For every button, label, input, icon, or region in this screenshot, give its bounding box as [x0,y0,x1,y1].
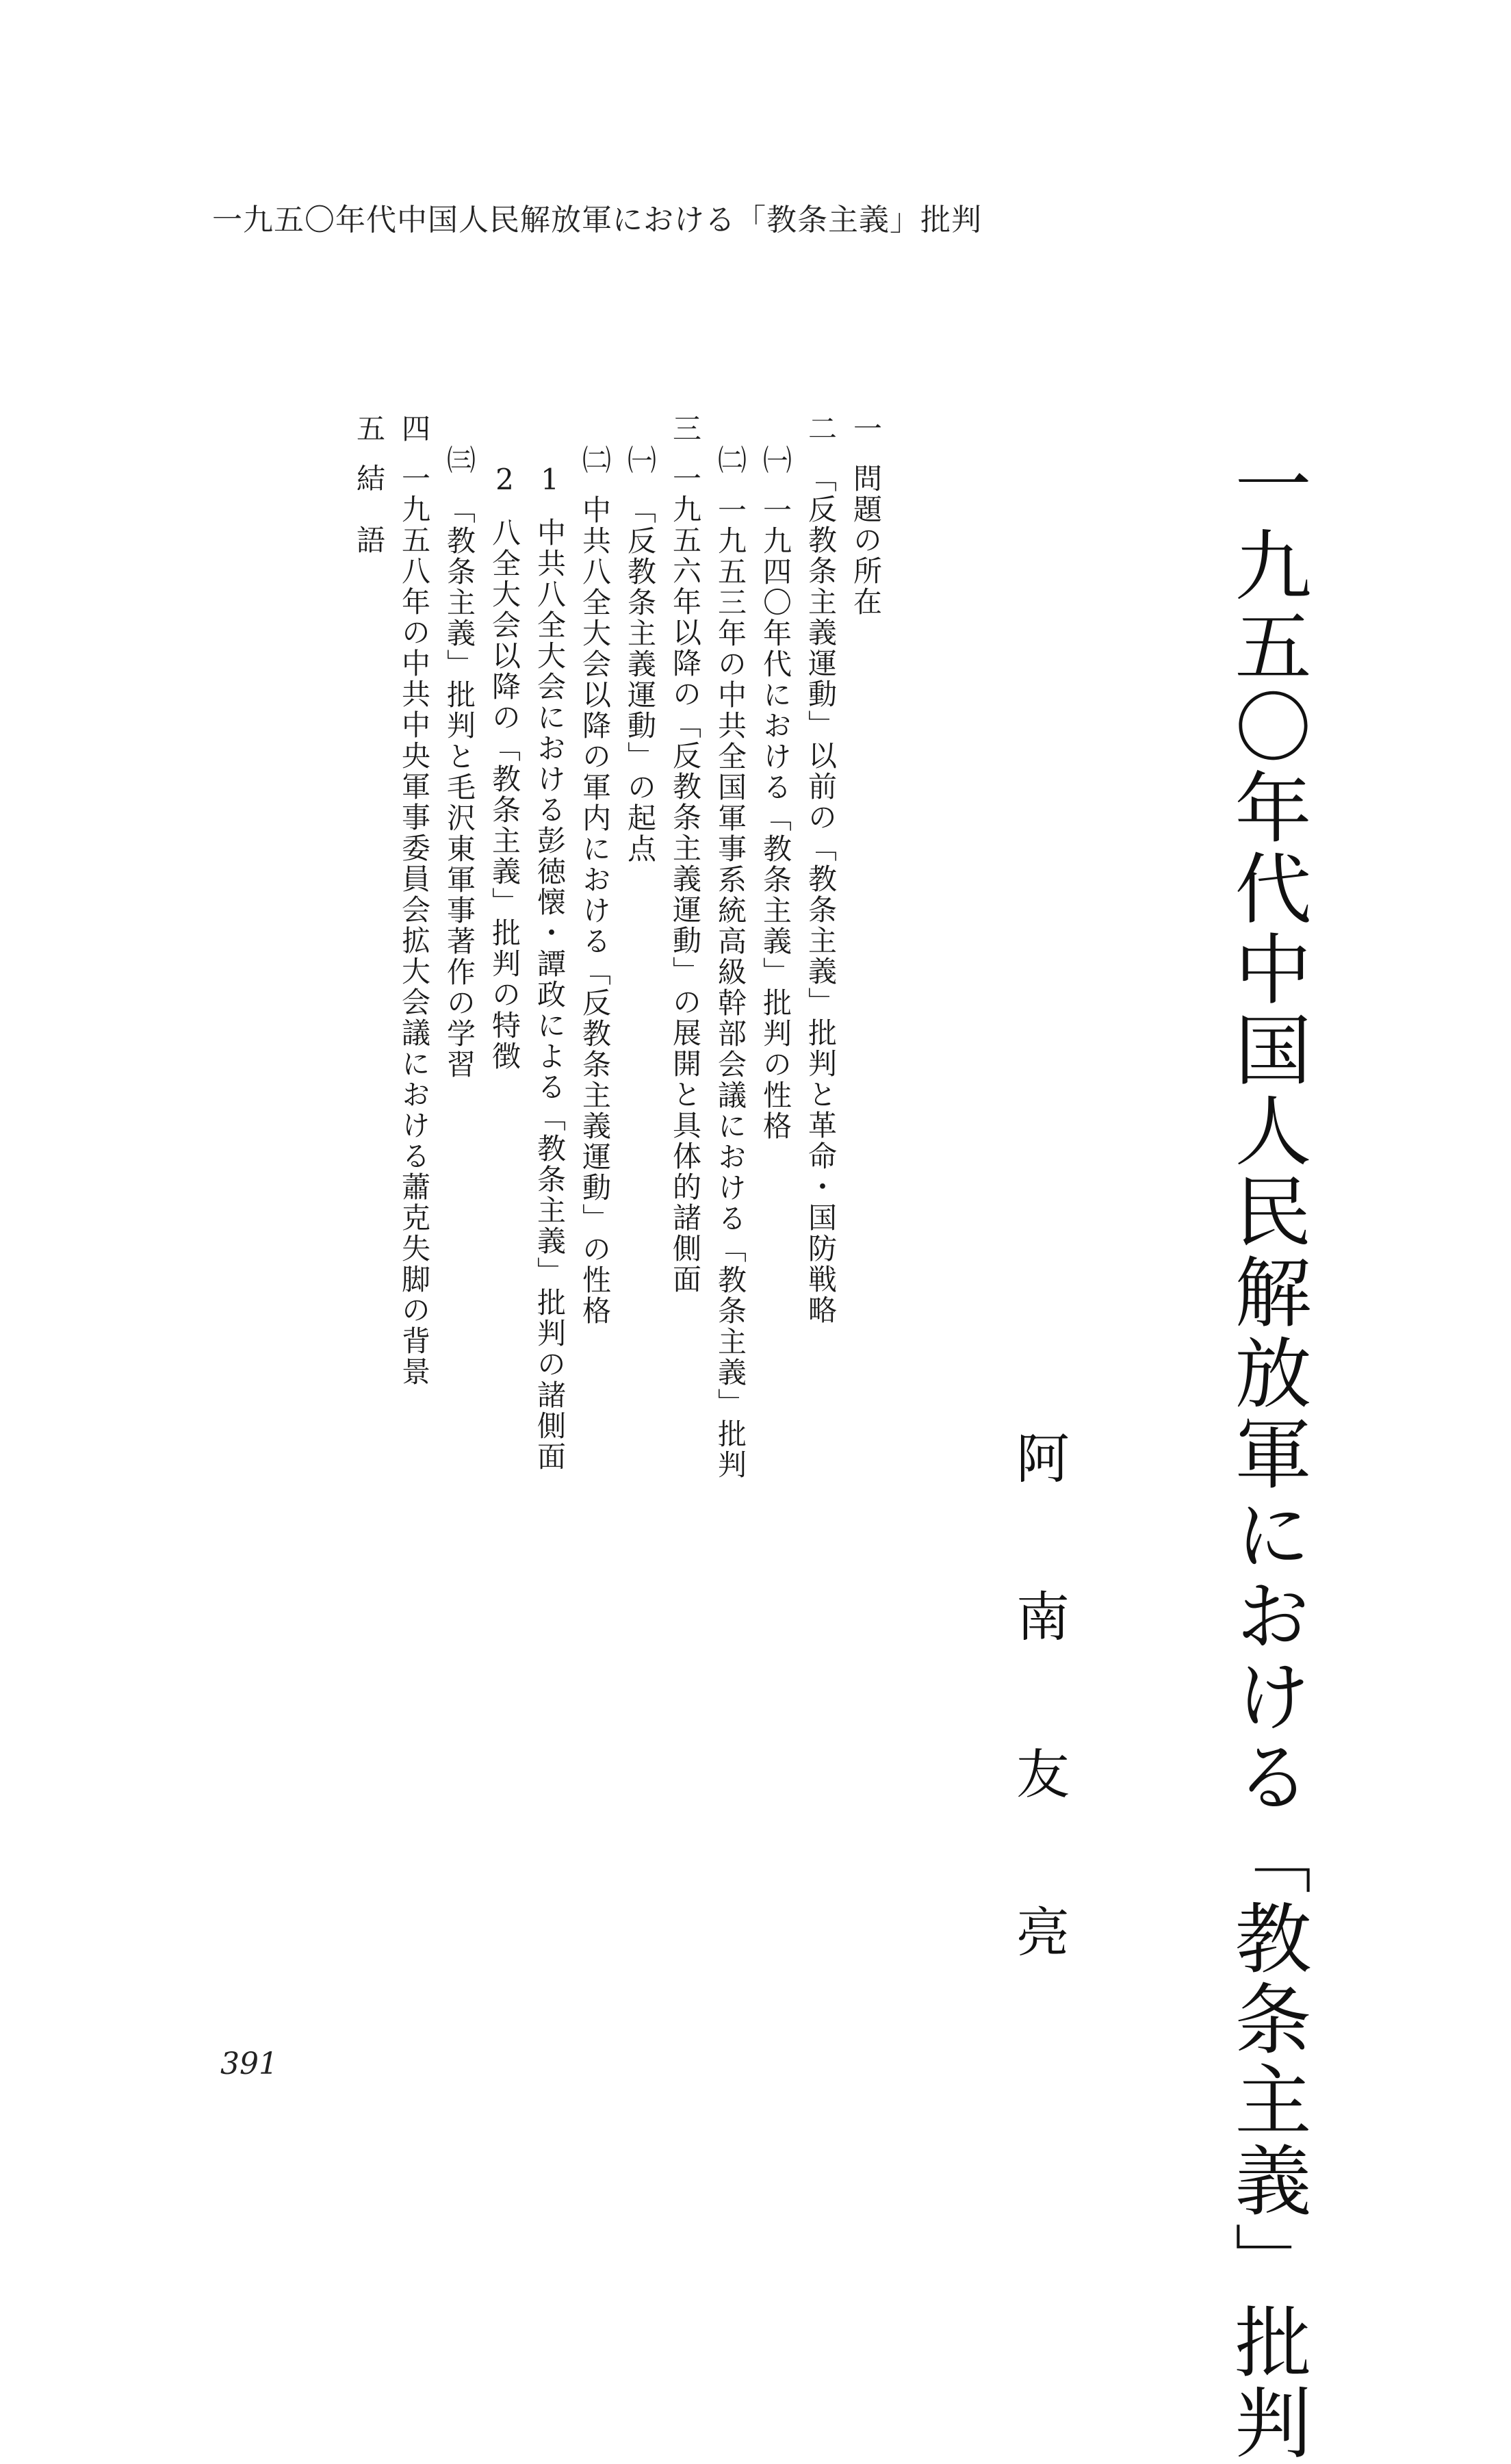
toc-number: ㈡ [578,445,612,476]
toc-entry [849,413,883,617]
toc-number: 2 [488,463,521,498]
author-char: 南 [1007,1588,1069,1642]
toc-entry [578,445,612,1326]
author-char: 友 [1007,1746,1069,1800]
toc-entry [623,445,657,864]
toc-number: 二 [804,413,838,444]
toc-text: 一九五八年の中共中央軍事委員会拡大会議における蕭克失脚の背景 [398,463,431,1387]
toc-number: ㈠ [759,445,792,476]
toc-number: 三 [669,413,702,444]
toc-text: 一九五六年以降の「反教条主義運動」の展開と具体的諸側面 [669,463,702,1295]
toc-text: 「反教条主義運動」以前の「教条主義」批判と革命・国防戦略 [804,463,838,1326]
toc-number: 五 [352,413,386,444]
toc-text: 問題の所在 [849,463,883,617]
toc-text: 中共八全大会における彭徳懐・譚政による「教条主義」批判の諸側面 [533,517,567,1472]
toc-text: 中共八全大会以降の軍内における「反教条主義運動」の性格 [578,495,612,1326]
author-char: 阿 [1007,1430,1069,1484]
toc-entry [669,413,702,1295]
author-name [1007,1430,1069,1958]
toc-text: 一九五三年の中共全国軍事系統高級幹部会議における「教条主義」批判 [714,495,747,1480]
page-number: 391 [220,2046,278,2081]
toc-number: 四 [398,413,431,444]
toc-entry [804,413,838,1326]
toc-number: 一 [849,413,883,444]
toc-text: 「教条主義」批判と毛沢東軍事著作の学習 [443,495,476,1080]
toc-text: 結 語 [352,463,386,556]
toc-number: ㈡ [714,445,747,476]
article-title: 一九五〇年代中国人民解放軍における「教条主義」批判 [1222,445,1311,2464]
toc-text: 「反教条主義運動」の起点 [623,495,657,864]
toc-text: 八全大会以降の「教条主義」批判の特徴 [488,517,521,1072]
toc-number: ㈠ [623,445,657,476]
toc-text: 一九四〇年代における「教条主義」批判の性格 [759,495,792,1142]
toc-entry [398,413,431,1387]
toc-number: ㈢ [443,445,476,476]
toc-entry [761,445,790,1142]
running-header: 一九五〇年代中国人民解放軍における「教条主義」批判 [212,203,982,238]
toc-entry [533,463,567,1472]
toc-entry [352,413,386,556]
toc-entry [490,463,519,1072]
toc-number: 1 [533,463,567,498]
toc-entry [716,445,745,1480]
author-char: 亮 [1007,1903,1069,1958]
toc-entry [445,445,474,1080]
